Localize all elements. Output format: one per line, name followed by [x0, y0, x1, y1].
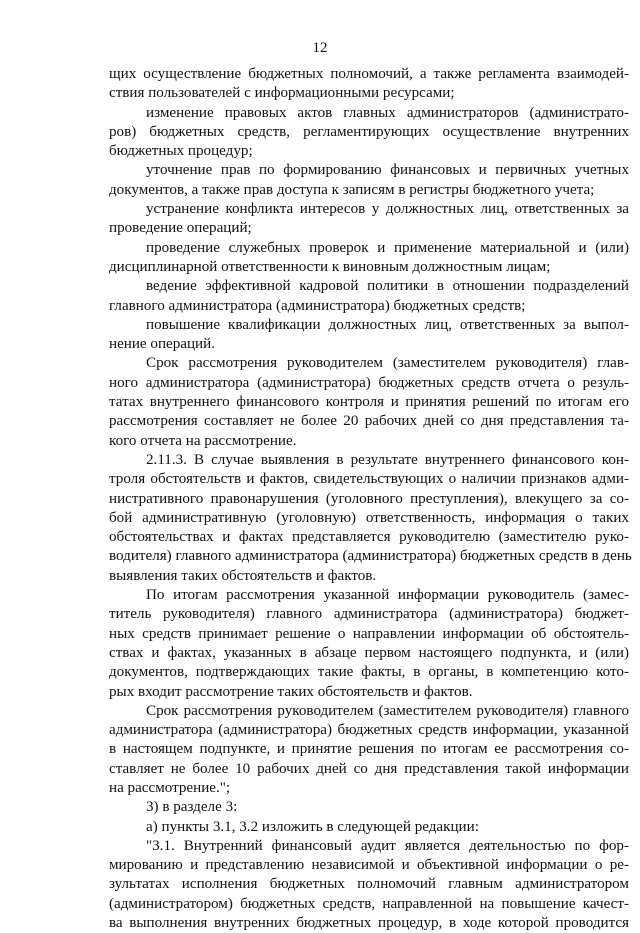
- text-line: мированию и представлению независимой и объективной информации о ре-: [109, 857, 629, 874]
- text-line: титель руководителя) главного администратора (администратора) бюджет-: [109, 606, 629, 623]
- text-line: ров) бюджетных средств, регламентирующих осуществление внутренних: [109, 123, 629, 140]
- text-line: троля обстоятельств и фактов, свидетельствующих о наличии признаков адми-: [109, 471, 629, 488]
- text-line: ного администратора (администратора) бюджетных средств отчета о резуль-: [109, 374, 629, 391]
- text-line: "3.1. Внутренний финансовый аудит является деятельностью по фор-: [146, 837, 629, 854]
- text-line: на рассмотрение.";: [109, 779, 231, 796]
- text-line: документов, а также прав доступа к записям в регистры бюджетного учета;: [109, 181, 595, 198]
- text-line: бюджетных процедур;: [109, 143, 253, 160]
- text-line: ствах и фактах, указанных в абзаце первом настоящего подпункта, и (или): [109, 644, 629, 661]
- text-line: ствия пользователей с информационными ресурсами;: [109, 85, 455, 102]
- text-line: 2.11.3. В случае выявления в результате внутреннего финансового кон-: [146, 451, 629, 468]
- text-line: Срок рассмотрения руководителем (заместителем руководителя) глав-: [146, 355, 629, 372]
- text-line: 3) в разделе 3:: [146, 799, 238, 816]
- text-line: ных средств принимает решение о направлении информации об обстоятель-: [109, 625, 629, 642]
- text-line: зультатах исполнения бюджетных полномочий главным администратором: [109, 876, 629, 893]
- page-number: 12: [312, 40, 328, 56]
- text-line: нение операций.: [109, 336, 215, 353]
- text-line: проведение служебных проверок и применение материальной и (или): [146, 239, 629, 256]
- text-line: главного администратора (администратора) бюджетных средств;: [109, 297, 526, 314]
- text-line: По итогам рассмотрения указанной информации руководитель (замес-: [146, 587, 629, 604]
- text-line: выявления таких обстоятельств и фактов.: [109, 567, 377, 584]
- text-line: бой административную (уголовную) ответственность, информация о таких: [109, 509, 629, 526]
- text-line: обстоятельствах и фактах представляется руководителю (заместителю руко-: [109, 529, 629, 546]
- text-line: нистративного правонарушения (уголовного преступления), влекущего за со-: [109, 490, 629, 507]
- text-line: ва выполнения внутренних бюджетных процедур, в ходе которой проводится: [109, 915, 629, 932]
- text-line: администратора (администратора) бюджетных средств информации, указанной: [109, 722, 629, 739]
- text-line: устранение конфликта интересов у должностных лиц, ответственных за: [146, 201, 629, 218]
- text-line: кого отчета на рассмотрение.: [109, 432, 297, 449]
- text-line: документов, подтверждающих такие факты, в органы, в компетенцию кото-: [109, 664, 629, 681]
- text-line: водителя) главного администратора (администратора) бюджетных средств в день: [109, 548, 632, 565]
- text-line: татах внутреннего финансового контроля и принятия решений по итогам его: [109, 394, 629, 411]
- text-line: ведение эффективной кадровой политики в отношении подразделений: [146, 278, 629, 295]
- text-line: дисциплинарной ответственности к виновным должностным лицам;: [109, 258, 551, 275]
- text-line: Срок рассмотрения руководителем (заместителем руководителя) главного: [146, 702, 629, 719]
- text-line: (администратором) бюджетных средств, направленной на повышение качест-: [109, 895, 629, 912]
- text-line: рых входит рассмотрение таких обстоятельств и фактов.: [109, 683, 473, 700]
- text-line: изменение правовых актов главных администраторов (администрато-: [146, 104, 629, 121]
- text-line: щих осуществление бюджетных полномочий, а также регламента взаимодей-: [109, 66, 629, 82]
- text-line: а) пункты 3.1, 3.2 изложить в следующей редакции:: [146, 818, 479, 835]
- text-line: рассмотрения составляет не более 20 рабочих дней со дня представления та-: [109, 413, 629, 430]
- text-line: ставляет не более 10 рабочих дней со дня представления такой информации: [109, 760, 629, 777]
- text-line: проведение операций;: [109, 220, 252, 237]
- document-body: [109, 65, 632, 933]
- text-line: в настоящем подпункте, и принятие решения по итогам ее рассмотрения со-: [109, 741, 629, 758]
- text-line: уточнение прав по формированию финансовых и первичных учетных: [146, 162, 629, 179]
- text-line: повышение квалификации должностных лиц, ответственных за выпол-: [146, 316, 629, 333]
